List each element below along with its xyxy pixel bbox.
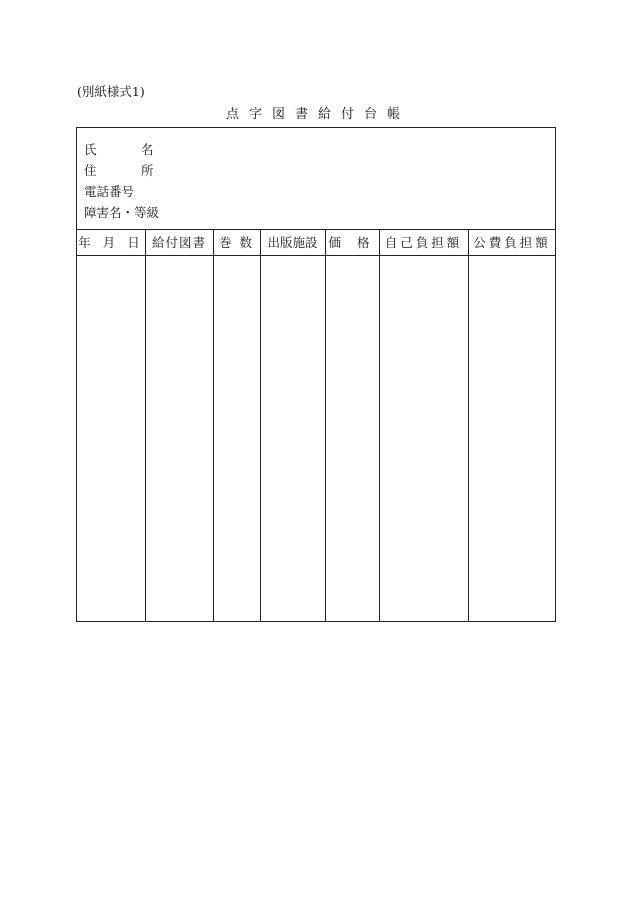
address-label: 住 所 xyxy=(84,163,170,178)
recipient-info-block xyxy=(77,128,555,230)
column-header-publisher: 出版施設 xyxy=(267,235,318,250)
column-header-date: 年 月 日 xyxy=(78,235,144,250)
column-header-book: 給付図書 xyxy=(151,235,206,250)
column-divider xyxy=(145,230,146,621)
column-header-public-pay: 公費負担額 xyxy=(473,235,551,250)
column-header-volumes: 巻 数 xyxy=(219,235,254,250)
name-label: 氏 名 xyxy=(84,142,170,157)
column-divider xyxy=(379,230,380,621)
column-divider xyxy=(468,230,469,621)
column-divider xyxy=(260,230,261,621)
column-header-price: 価 格 xyxy=(328,235,376,250)
table-header-row xyxy=(77,230,555,256)
document-title: 点字図書給付台帳 xyxy=(226,107,411,122)
ledger-table xyxy=(76,127,556,622)
column-divider xyxy=(325,230,326,621)
disability-label: 障害名・等級 xyxy=(84,205,160,220)
form-label: (別紙様式1) xyxy=(77,84,145,99)
column-divider xyxy=(213,230,214,621)
column-header-self-pay: 自己負担額 xyxy=(384,235,463,250)
phone-label: 電話番号 xyxy=(84,184,135,199)
